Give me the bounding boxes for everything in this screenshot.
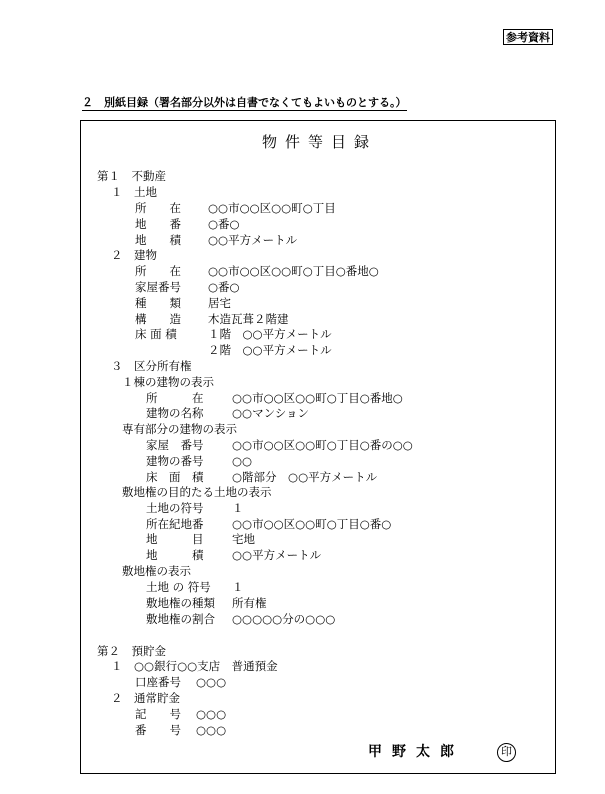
document-line: １棟の建物の表示 (122, 375, 214, 389)
document-line: １ (232, 501, 244, 515)
document-line: 地 積 (135, 233, 181, 247)
seal-text: 印 (501, 745, 512, 758)
document-line: 口座番号 (135, 675, 181, 689)
section-subtitle: ２ 別紙目録（署名部分以外は自書でなくてもよいものとする。） (82, 96, 407, 109)
document-line: ○○市○○区○○町○丁目○番地○ (232, 391, 403, 405)
document-line: １ ○○銀行○○支店 普通預金 (111, 659, 278, 673)
document-line: 土地 の 符号 (146, 580, 211, 594)
document-line: 所 在 (135, 264, 181, 278)
document-line: 敷地権の種類 (146, 596, 215, 610)
document-line: ○○市○○区○○町○丁目 (208, 201, 336, 215)
document-line: ○○市○○区○○町○丁目○番地○ (208, 264, 379, 278)
document-line: ○番○ (208, 280, 240, 294)
document-line: 床 面 積 (146, 470, 204, 484)
document-line: ２ 通常貯金 (111, 691, 180, 705)
document-line: 家屋 番号 (146, 438, 204, 452)
document-line: ○○ (232, 454, 253, 468)
document-line: 地 番 (135, 217, 181, 231)
document-line: 構 造 (135, 312, 181, 326)
document-line: ３ 区分所有権 (111, 359, 192, 373)
document-line: 種 類 (135, 296, 181, 310)
document-line: 建物の名称 (146, 406, 204, 420)
document-line: 地 目 (146, 532, 204, 546)
document-line: 所 在 (135, 201, 181, 215)
document-line: ○○○ (196, 675, 227, 689)
document-line: 番 号 (135, 723, 181, 737)
document-line: ○○平方メートル (208, 233, 298, 247)
document-line: １ (232, 580, 244, 594)
document-line: ○○市○○区○○町○丁目○番の○○ (232, 438, 413, 452)
document-title: 物件等目録 (262, 133, 378, 151)
document-line: ○○○○○分の○○○ (232, 612, 336, 626)
document-line: ○番○ (208, 217, 240, 231)
document-line: 宅地 (232, 532, 255, 546)
document-line: 第２ 預貯金 (97, 644, 166, 658)
document-line: 建物の番号 (146, 454, 204, 468)
document-line: ○階部分 ○○平方メートル (232, 470, 378, 484)
document-line: 専有部分の建物の表示 (122, 422, 237, 436)
document-line: 土地の符号 (146, 501, 204, 515)
document-line: 所 在 (146, 391, 204, 405)
document-line: 敷地権の表示 (122, 564, 191, 578)
document-line: 家屋番号 (135, 280, 181, 294)
signature-name: 甲野太郎 (368, 744, 464, 760)
document-line: 居宅 (208, 296, 231, 310)
document-line: ○○平方メートル (232, 548, 322, 562)
document-line: ○○○ (196, 707, 227, 721)
document-line: 第１ 不動産 (97, 169, 166, 183)
document-line: ○○○ (196, 723, 227, 737)
document-line: 敷地権の目的たる土地の表示 (122, 485, 272, 499)
reference-badge: 参考資料 (503, 29, 553, 45)
document-line: 木造瓦葺２階建 (208, 312, 289, 326)
document-line: 所在紀地番 (146, 517, 204, 531)
document-line: ○○市○○区○○町○丁目○番○ (232, 517, 392, 531)
document-line: 記 号 (135, 707, 181, 721)
document-line: ○○マンション (232, 406, 310, 420)
document-line: 敷地権の割合 (146, 612, 215, 626)
document-line: ２階 ○○平方メートル (208, 343, 332, 357)
document-line: 地 積 (146, 548, 204, 562)
document-line: 所有権 (232, 596, 267, 610)
document-line: １階 ○○平方メートル (208, 327, 332, 341)
document-line: ２ 建物 (111, 248, 157, 262)
seal-stamp (497, 743, 516, 762)
document-line: 床 面 積 (135, 327, 177, 341)
document-line: １ 土地 (111, 185, 157, 199)
